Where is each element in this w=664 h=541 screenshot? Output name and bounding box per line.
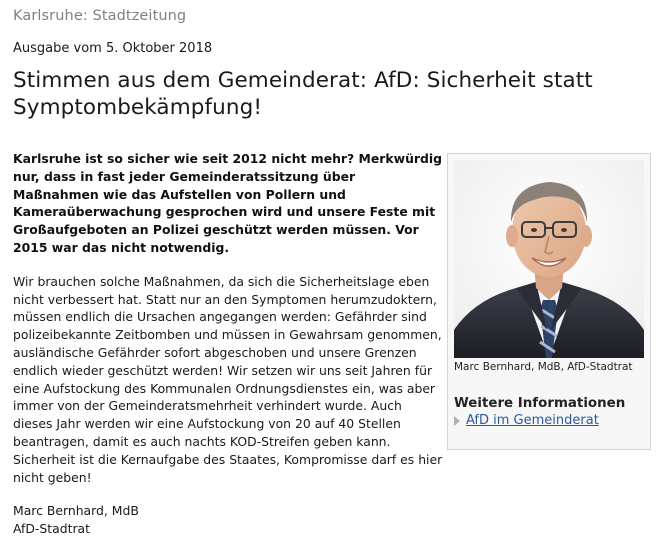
afd-gemeinderat-link[interactable]	[454, 413, 599, 428]
article-body: Wir brauchen solche Maßnahmen, da sich die Sicherheitslage eben nicht verbessert hat. Statt nur an den Symptomen herumzudoktern, müssen endlich die Ursachen angegangen werden: Gefährder sind polizeibekannte Zeitbomben und müssen in Gewahrsam genommen, ausländische Gefährder sofort abgeschoben und unsere Grenzen endlich wieder geschützt werden! Wir setzen wir uns seit Jahren für eine Aufstockung des Kommunalen Ordnungsdienstes ein, was aber immer von der Gemeinderatsmehrheit verhindert wurde. Auch dieses Jahr werden wir eine Aufstockung von 20 auf 40 Stellen beantragen, damit es auch nachts KOD-Streifen geben kann. Sicherheit ist die Kernaufgabe des Staates, Kompromisse darf es hier nicht geben!	[13, 273, 443, 485]
article-headline: Stimmen aus dem Gemeinderat: AfD: Sicherheit statt Symptombekämpfung!	[13, 68, 593, 120]
photo-caption: Marc Bernhard, MdB, AfD-Stadtrat	[454, 361, 633, 373]
article-lead: Karlsruhe ist so sicher wie seit 2012 nicht mehr? Merkwürdig nur, dass in fast jeder Gemeinderatssitzung über Maßnahmen wie das Aufstellen von Pollern und Kameraüberwachung gesprochen wird und unsere Feste mit Großaufgeboten an Polizei geschützt werden müssen. Vor 2015 war das nicht notwendig.	[13, 151, 442, 255]
portrait-illustration	[454, 160, 644, 358]
edition-date: Ausgabe vom 5. Oktober 2018	[13, 41, 213, 56]
signature-name: Marc Bernhard, MdB	[13, 503, 139, 519]
article-body-column	[13, 150, 445, 538]
arrow-right-icon	[454, 416, 460, 426]
more-info-heading: Weitere Informationen	[454, 396, 626, 411]
info-sidebar	[447, 153, 651, 450]
portrait-photo	[454, 160, 644, 358]
article-signature	[13, 502, 445, 538]
site-title: Karlsruhe: Stadtzeitung	[13, 8, 187, 24]
signature-role: AfD-Stadtrat	[13, 521, 90, 537]
more-info-link-label: AfD im Gemeinderat	[466, 413, 599, 428]
